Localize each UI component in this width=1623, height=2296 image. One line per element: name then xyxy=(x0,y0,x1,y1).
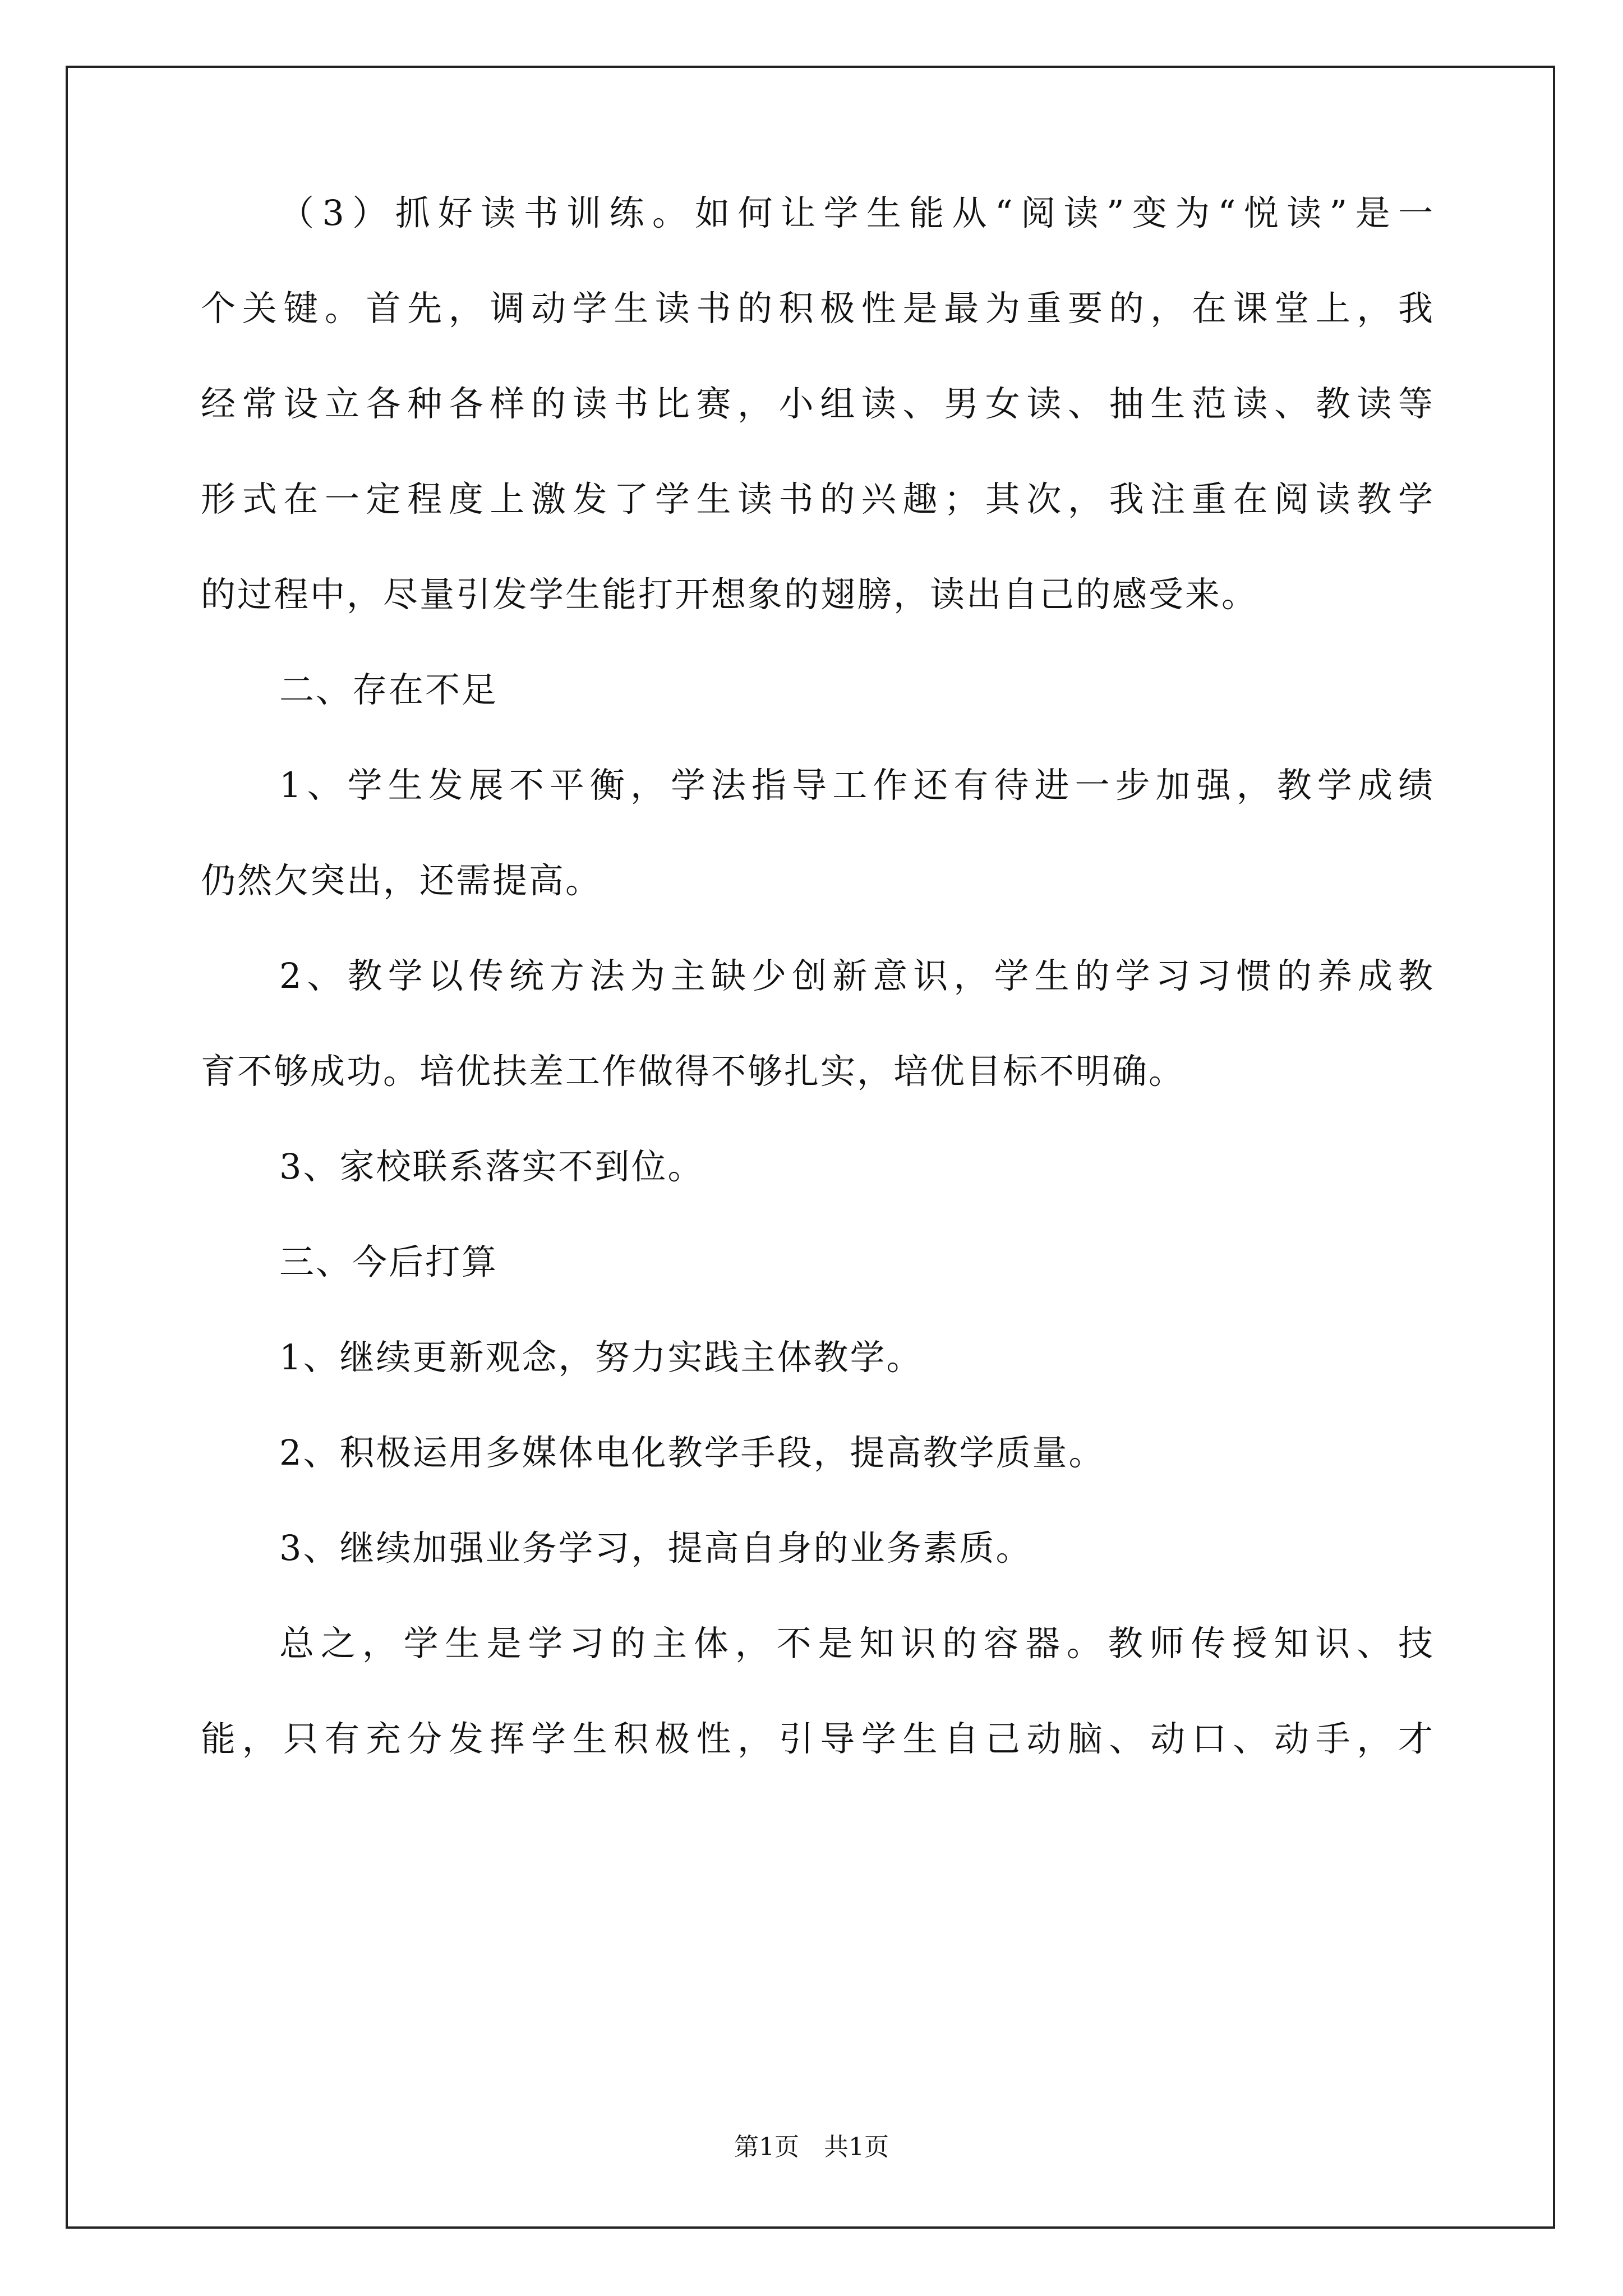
paragraph-line: 仍然欠突出，还需提高。 xyxy=(201,860,602,901)
paragraph-line: 2、积极运用多媒体电化教学手段，提高教学质量。 xyxy=(279,1432,1105,1473)
paragraph-line: 的过程中，尽量引发学生能打开想象的翅膀，读出自己的感受来。 xyxy=(201,574,1258,615)
paragraph-line: 2、教学以传统方法为主缺少创新意识，学生的学习习惯的养成教 xyxy=(279,955,1435,996)
paragraph-line: 育不够成功。培优扶差工作做得不够扎实，培优目标不明确。 xyxy=(201,1051,1186,1092)
paragraph-line: （3）抓好读书训练。如何让学生能从“阅读”变为“悦读”是一 xyxy=(279,192,1435,233)
paragraph-line: 1、继续更新观念，努力实践主体教学。 xyxy=(279,1337,923,1378)
paragraph-line: 能，只有充分发挥学生积极性，引导学生自己动脑、动口、动手，才 xyxy=(201,1718,1435,1759)
section-heading: 三、今后打算 xyxy=(279,1241,499,1282)
paragraph-line: 3、继续加强业务学习，提高自身的业务素质。 xyxy=(279,1527,1032,1568)
paragraph-line: 个关键。首先，调动学生读书的积极性是最为重要的，在课堂上，我 xyxy=(201,288,1435,329)
paragraph-line: 3、家校联系落实不到位。 xyxy=(279,1146,704,1187)
section-heading: 二、存在不足 xyxy=(279,669,499,710)
paragraph-line: 1、学生发展不平衡，学法指导工作还有待进一步加强，教学成绩 xyxy=(279,765,1435,806)
paragraph-line: 总之，学生是学习的主体，不是知识的容器。教师传授知识、技 xyxy=(279,1623,1435,1664)
paragraph-line: 形式在一定程度上激发了学生读书的兴趣；其次，我注重在阅读教学 xyxy=(201,478,1435,519)
page-number-footer: 第1页 共1页 xyxy=(734,2133,889,2161)
paragraph-line: 经常设立各种各样的读书比赛，小组读、男女读、抽生范读、教读等 xyxy=(201,383,1435,424)
